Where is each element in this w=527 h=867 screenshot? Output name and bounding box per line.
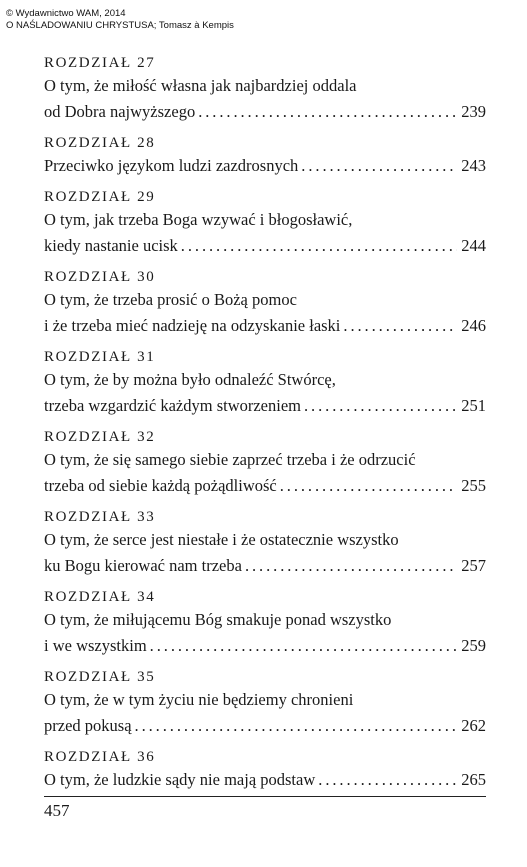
- page-ref: 265: [461, 770, 486, 789]
- entry-title-line: O tym, że by można było odnaleźć Stwórcę,: [44, 370, 336, 389]
- entry-title-end: trzeba od siebie każdą pożądliwość: [44, 476, 277, 495]
- entry-last-line: [44, 233, 486, 259]
- dot-leader: [245, 553, 457, 579]
- chapter-heading: ROZDZIAŁ 34: [44, 589, 156, 605]
- copyright-line: © Wydawnictwo WAM, 2014: [6, 8, 126, 19]
- footer-divider: [44, 796, 486, 797]
- chapter-heading: ROZDZIAŁ 32: [44, 429, 156, 445]
- dot-leader: [343, 313, 457, 339]
- toc-entry: [44, 587, 486, 659]
- entry-last-line: [44, 473, 486, 499]
- entry-title-end: O tym, że ludzkie sądy nie mają podstaw: [44, 770, 316, 789]
- entry-title-line: O tym, że serce jest niestałe i że ostatecznie wszystko: [44, 530, 399, 549]
- entry-title-line: O tym, jak trzeba Boga wzywać i błogosławić,: [44, 210, 353, 229]
- toc-entry: [44, 347, 486, 419]
- entry-last-line: [44, 553, 486, 579]
- dot-leader: [304, 393, 457, 419]
- page-ref: 246: [461, 316, 486, 335]
- toc-entry: [44, 427, 486, 499]
- entry-title-end: trzeba wzgardzić każdym stworzeniem: [44, 396, 301, 415]
- toc-entry: [44, 667, 486, 739]
- entry-last-line: [44, 99, 486, 125]
- entry-last-line: [44, 713, 486, 739]
- entry-title-line: O tym, że w tym życiu nie będziemy chronieni: [44, 690, 354, 709]
- chapter-heading: ROZDZIAŁ 27: [44, 55, 156, 71]
- chapter-heading: ROZDZIAŁ 36: [44, 749, 156, 765]
- page-number: 457: [44, 801, 70, 820]
- entry-last-line: [44, 767, 486, 793]
- toc-entry: [44, 53, 486, 125]
- dot-leader: [150, 633, 458, 659]
- table-of-contents: [44, 53, 486, 801]
- chapter-heading: ROZDZIAŁ 28: [44, 135, 156, 151]
- entry-title-line: O tym, że miłującemu Bóg smakuje ponad wszystko: [44, 610, 392, 629]
- chapter-heading: ROZDZIAŁ 35: [44, 669, 156, 685]
- entry-last-line: [44, 633, 486, 659]
- book-title-line: O NAŚLADOWANIU CHRYSTUSA; Tomasz à Kempis: [6, 20, 234, 31]
- dot-leader: [280, 473, 458, 499]
- toc-entry: [44, 133, 486, 179]
- entry-last-line: [44, 313, 486, 339]
- page-ref: 251: [461, 396, 486, 415]
- page-ref: 239: [461, 102, 486, 121]
- page-ref: 243: [461, 156, 486, 175]
- page-ref: 244: [461, 236, 486, 255]
- chapter-heading: ROZDZIAŁ 30: [44, 269, 156, 285]
- entry-title-end: przed pokusą: [44, 716, 132, 735]
- entry-title-end: i że trzeba mieć nadzieję na odzyskanie łaski: [44, 316, 341, 335]
- document-header: [6, 8, 234, 32]
- dot-leader: [135, 713, 458, 739]
- page-ref: 257: [461, 556, 486, 575]
- toc-entry: [44, 187, 486, 259]
- entry-title-line: O tym, że się samego siebie zaprzeć trzeba i że odrzucić: [44, 450, 416, 469]
- entry-title-line: O tym, że miłość własna jak najbardziej oddala: [44, 76, 357, 95]
- entry-title-end: od Dobra najwyższego: [44, 102, 196, 121]
- page-ref: 262: [461, 716, 486, 735]
- entry-title-end: i we wszystkim: [44, 636, 147, 655]
- page-ref: 259: [461, 636, 486, 655]
- entry-title-end: Przeciwko językom ludzi zazdrosnych: [44, 156, 299, 175]
- dot-leader: [318, 767, 457, 793]
- toc-entry: [44, 507, 486, 579]
- page-ref: 255: [461, 476, 486, 495]
- chapter-heading: ROZDZIAŁ 31: [44, 349, 156, 365]
- toc-entry: [44, 747, 486, 793]
- entry-title-line: O tym, że trzeba prosić o Bożą pomoc: [44, 290, 297, 309]
- entry-title-end: kiedy nastanie ucisk: [44, 236, 178, 255]
- entry-last-line: [44, 153, 486, 179]
- dot-leader: [301, 153, 457, 179]
- dot-leader: [198, 99, 457, 125]
- dot-leader: [181, 233, 457, 259]
- entry-title-end: ku Bogu kierować nam trzeba: [44, 556, 242, 575]
- toc-entry: [44, 267, 486, 339]
- chapter-heading: ROZDZIAŁ 29: [44, 189, 156, 205]
- chapter-heading: ROZDZIAŁ 33: [44, 509, 156, 525]
- entry-last-line: [44, 393, 486, 419]
